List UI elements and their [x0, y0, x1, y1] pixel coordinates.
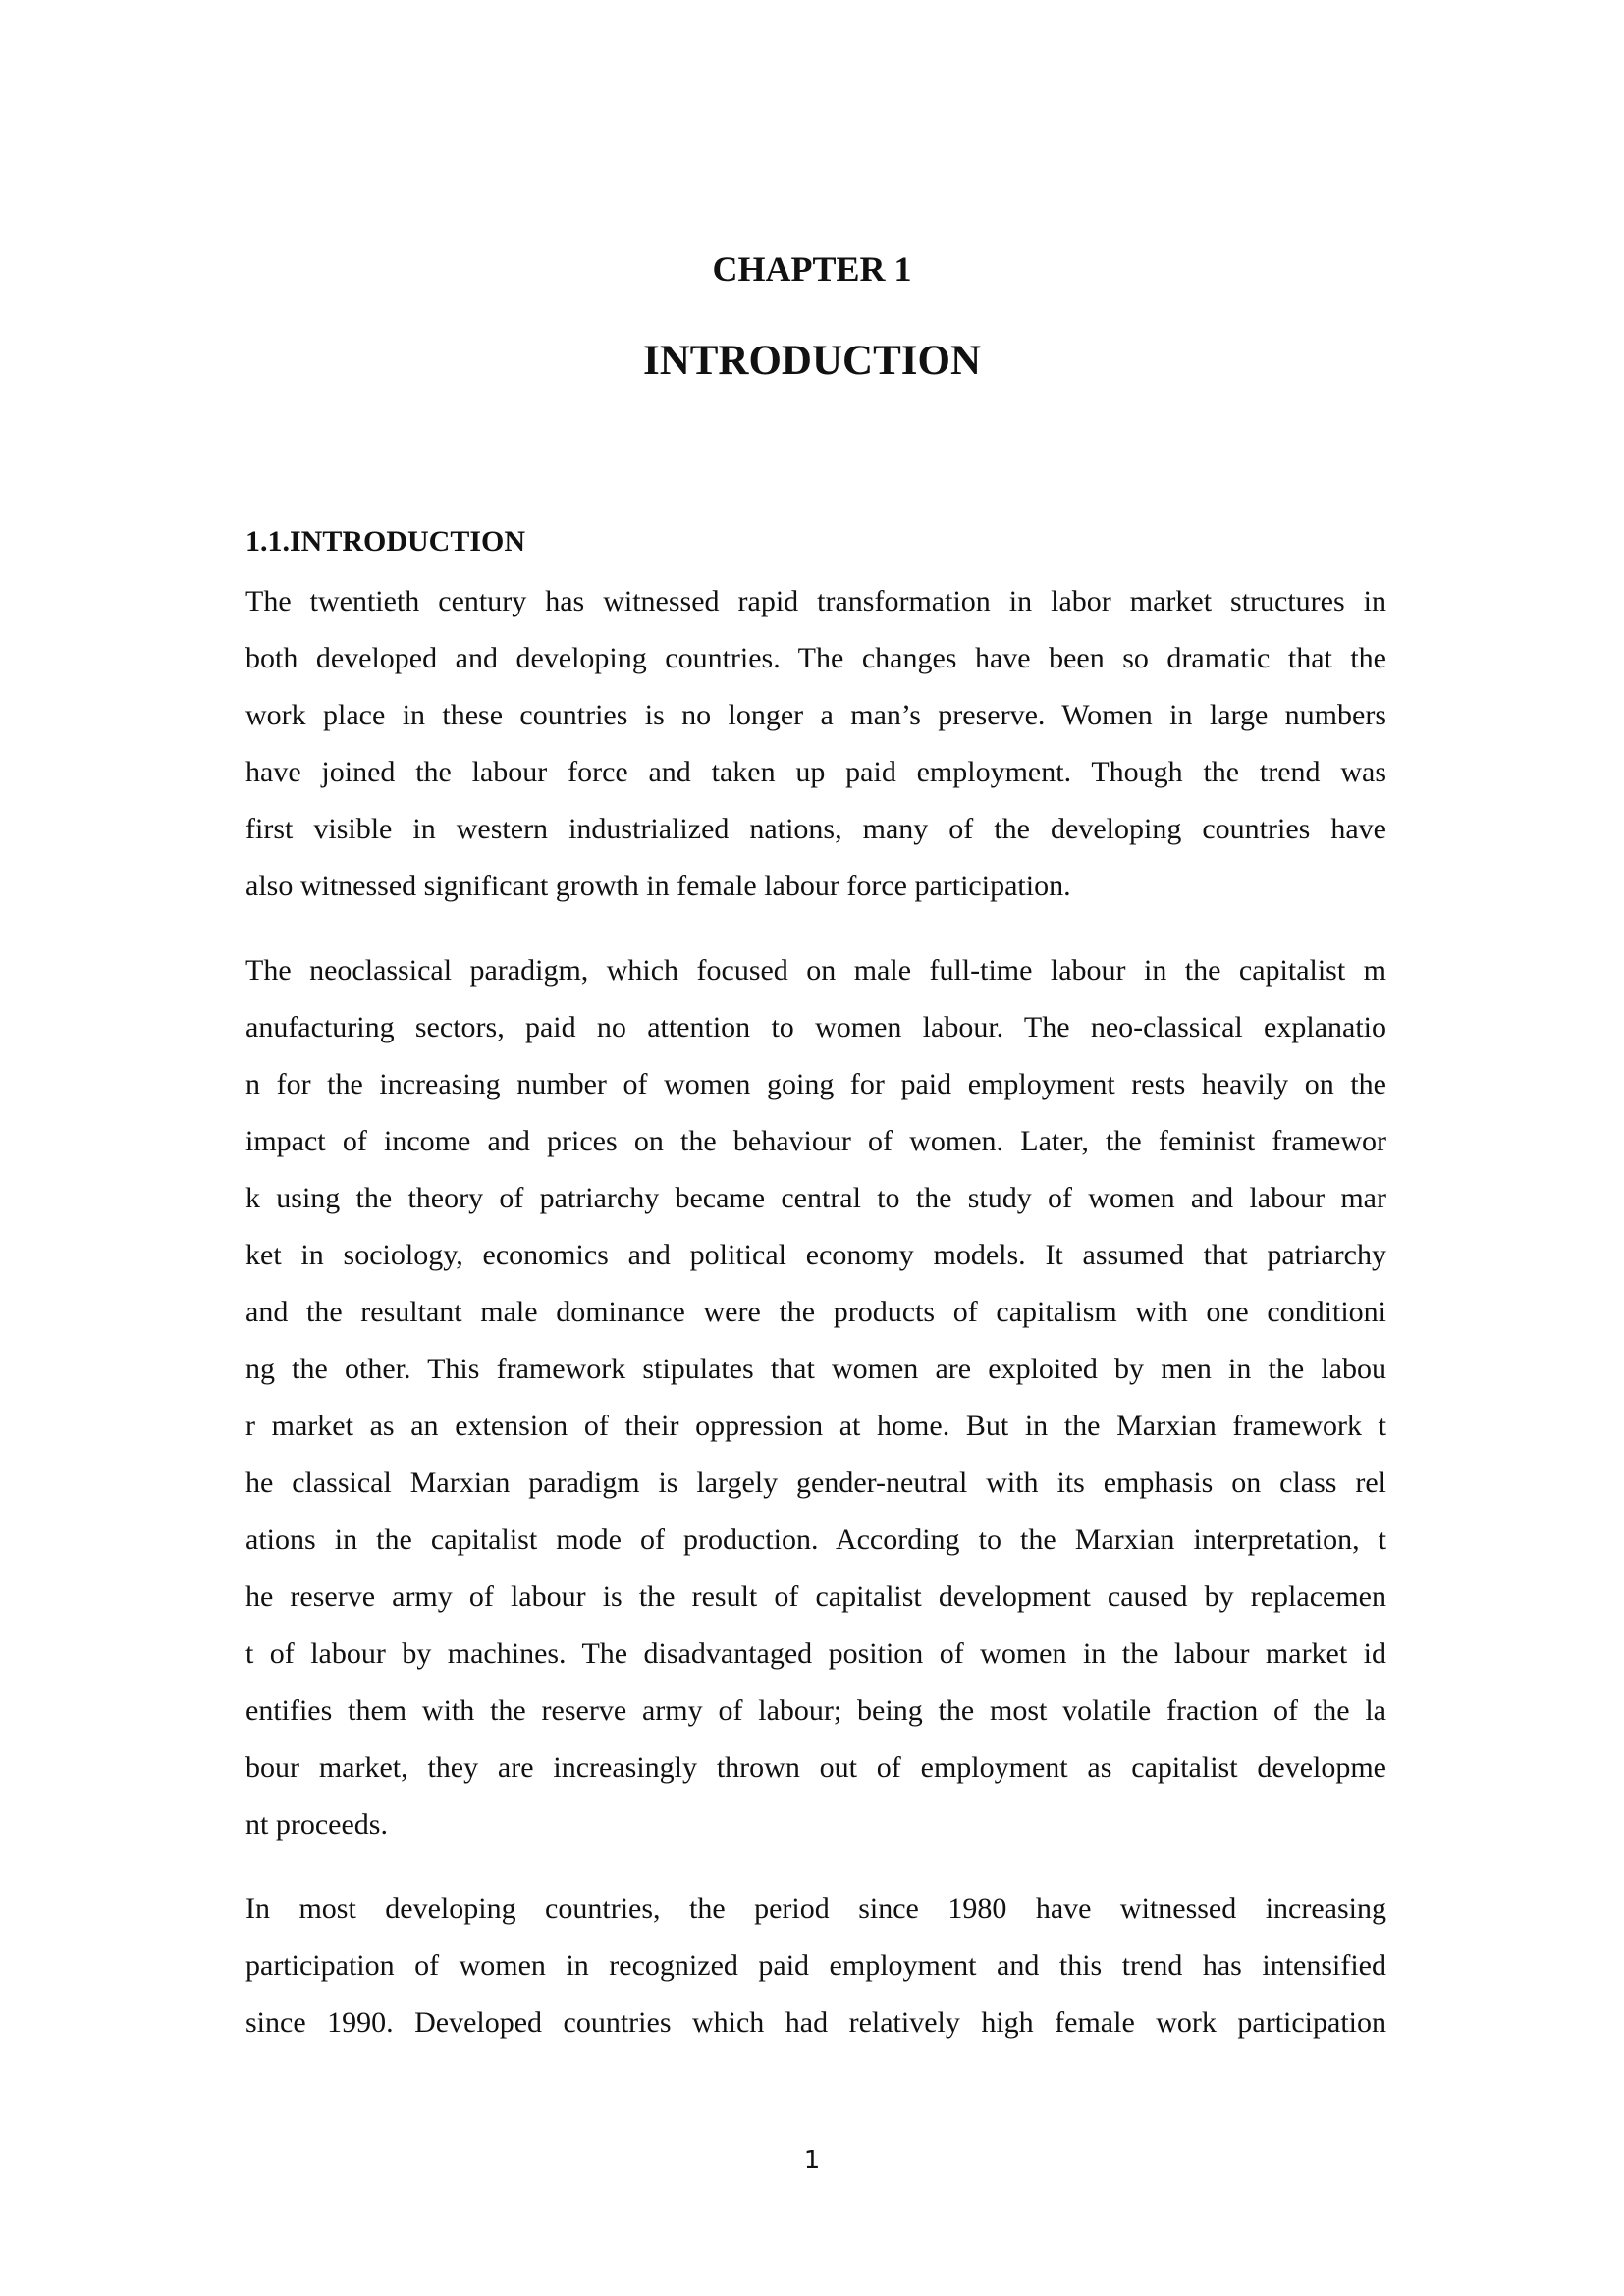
paragraph-2 [245, 942, 1386, 1853]
text-line: impact of income and prices on the behaviour of women. Later, the feminist framewor [245, 1125, 1386, 1157]
text-line: also witnessed significant growth in female labour force participation. [245, 870, 1071, 902]
text-line: n for the increasing number of women going for paid employment rests heavily on the [245, 1068, 1386, 1100]
paragraph-1 [245, 573, 1386, 915]
page-number: 1 [803, 2146, 821, 2175]
text-line: both developed and developing countries. The changes have been so dramatic that the [245, 642, 1386, 674]
text-line: entifies them with the reserve army of labour; being the most volatile fraction of the la [245, 1694, 1386, 1727]
text-line: The neoclassical paradigm, which focused on male full-time labour in the capitalist m [245, 954, 1386, 987]
section-heading: 1.1.INTRODUCTION [245, 525, 526, 558]
text-line: r market as an extension of their oppression at home. But in the Marxian framework t [245, 1410, 1386, 1442]
body-text [245, 573, 1386, 2079]
text-line: since 1990. Developed countries which had relatively high female work participation [245, 2006, 1386, 2039]
text-line: anufacturing sectors, paid no attention to women labour. The neo-classical explanatio [245, 1011, 1386, 1043]
paragraph-3 [245, 1881, 1386, 2052]
text-line: he reserve army of labour is the result of capitalist development caused by replacemen [245, 1580, 1386, 1613]
text-line: ations in the capitalist mode of production. According to the Marxian interpretation, t [245, 1523, 1386, 1556]
text-line: In most developing countries, the period since 1980 have witnessed increasing [245, 1893, 1386, 1925]
text-line: t of labour by machines. The disadvantaged position of women in the labour market id [245, 1637, 1386, 1670]
text-line: ket in sociology, economics and political economy models. It assumed that patriarchy [245, 1239, 1386, 1271]
text-line: work place in these countries is no longer a man’s preserve. Women in large numbers [245, 699, 1386, 731]
text-line: nt proceeds. [245, 1808, 388, 1841]
text-line: k using the theory of patriarchy became central to the study of women and labour mar [245, 1182, 1386, 1214]
text-line: bour market, they are increasingly thrown out of employment as capitalist developme [245, 1751, 1386, 1784]
text-line: participation of women in recognized paid employment and this trend has intensified [245, 1949, 1386, 1982]
chapter-label: CHAPTER 1 [712, 249, 912, 289]
text-line: first visible in western industrialized nations, many of the developing countries have [245, 813, 1386, 845]
text-line: The twentieth century has witnessed rapid transformation in labor market structures in [245, 585, 1386, 617]
text-line: he classical Marxian paradigm is largely gender-neutral with its emphasis on class rel [245, 1467, 1386, 1499]
text-line: have joined the labour force and taken up paid employment. Though the trend was [245, 756, 1386, 788]
text-line: ng the other. This framework stipulates that women are exploited by men in the labou [245, 1353, 1386, 1385]
text-line: and the resultant male dominance were the products of capitalism with one conditioni [245, 1296, 1386, 1328]
chapter-title: INTRODUCTION [642, 338, 982, 384]
